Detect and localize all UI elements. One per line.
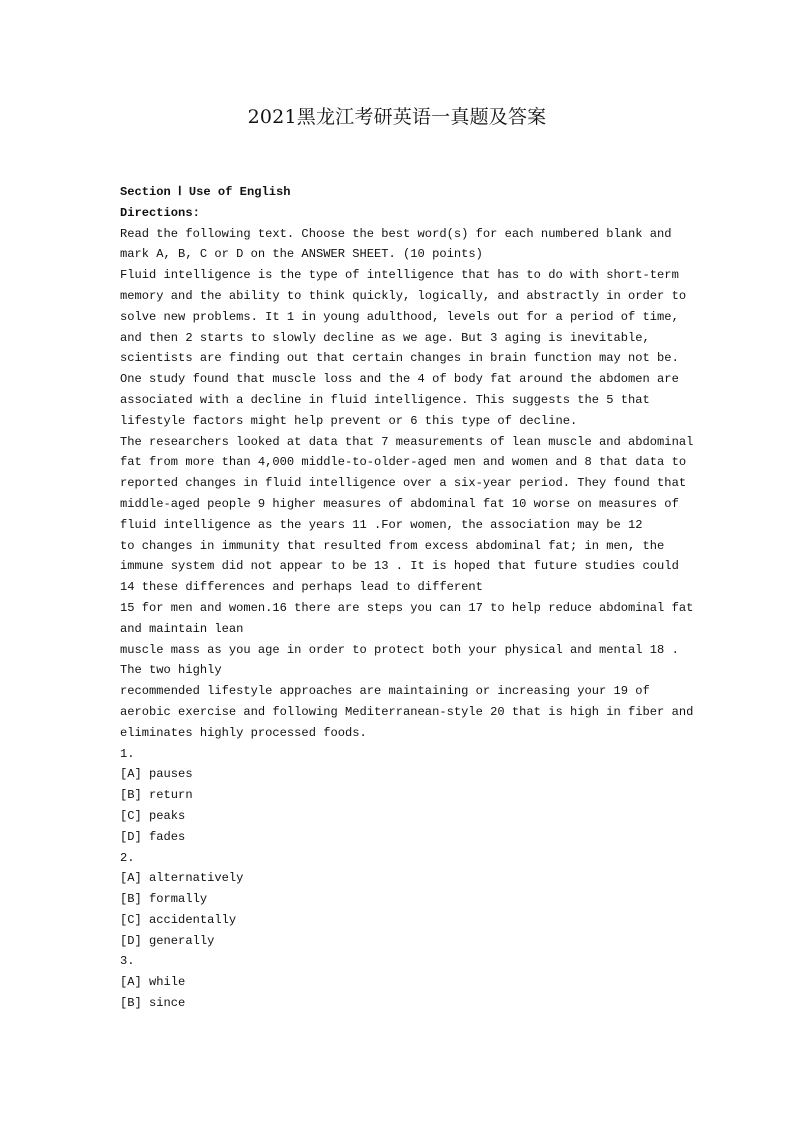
text-line: muscle mass as you age in order to protect both your physical and mental 18 . bbox=[120, 642, 679, 657]
text-line: Fluid intelligence is the type of intelligence that has to do with short-term bbox=[120, 268, 679, 283]
text-line: memory and the ability to think quickly, logically, and abstractly in order to bbox=[120, 288, 687, 303]
section-heading: Section Ⅰ Use of English bbox=[120, 185, 291, 199]
answer-option: [A] while bbox=[120, 975, 186, 990]
answer-option: [A] pauses bbox=[120, 767, 193, 782]
text-line: Read the following text. Choose the best word(s) for each numbered blank and bbox=[120, 226, 672, 241]
text-line: to changes in immunity that resulted from excess abdominal fat; in men, the bbox=[120, 538, 665, 553]
document-body bbox=[120, 182, 694, 1014]
answer-option: [C] peaks bbox=[120, 808, 186, 823]
text-line: One study found that muscle loss and the 4 of body fat around the abdomen are bbox=[120, 372, 679, 387]
text-line: scientists are finding out that certain changes in brain function may not be. bbox=[120, 351, 679, 366]
text-line: The researchers looked at data that 7 measurements of lean muscle and abdominal bbox=[120, 434, 694, 449]
answer-option: [B] since bbox=[120, 996, 186, 1011]
text-line: mark A, B, C or D on the ANSWER SHEET. (10 points) bbox=[120, 247, 483, 262]
text-line: recommended lifestyle approaches are maintaining or increasing your 19 of bbox=[120, 684, 650, 699]
text-line: reported changes in fluid intelligence over a six-year period. They found that bbox=[120, 476, 687, 491]
text-line: eliminates highly processed foods. bbox=[120, 725, 367, 740]
page-title: 2021黑龙江考研英语一真题及答案 bbox=[247, 106, 547, 128]
answer-option: [A] alternatively bbox=[120, 871, 244, 886]
text-line: 14 these differences and perhaps lead to different bbox=[120, 580, 483, 595]
text-line: 15 for men and women.16 there are steps you can 17 to help reduce abdominal fat bbox=[120, 600, 694, 615]
question-number: 3. bbox=[120, 954, 135, 969]
answer-option: [D] generally bbox=[120, 933, 215, 948]
text-line: middle-aged people 9 higher measures of abdominal fat 10 worse on measures of bbox=[120, 496, 679, 511]
text-line: associated with a decline in fluid intelligence. This suggests the 5 that bbox=[120, 392, 650, 407]
directions-label: Directions: bbox=[120, 205, 200, 220]
text-line: solve new problems. It 1 in young adulthood, levels out for a period of time, bbox=[120, 309, 679, 324]
answer-option: [C] accidentally bbox=[120, 912, 237, 927]
text-line: fluid intelligence as the years 11 .For women, the association may be 12 bbox=[120, 517, 643, 532]
text-line: lifestyle factors might help prevent or 6 this type of decline. bbox=[120, 413, 578, 428]
text-line: aerobic exercise and following Mediterranean-style 20 that is high in fiber and bbox=[120, 704, 694, 719]
answer-option: [D] fades bbox=[120, 829, 186, 844]
text-line: and then 2 starts to slowly decline as we age. But 3 aging is inevitable, bbox=[120, 330, 650, 345]
answer-option: [B] formally bbox=[120, 892, 208, 907]
answer-option: [B] return bbox=[120, 788, 193, 803]
text-line: immune system did not appear to be 13 . It is hoped that future studies could bbox=[120, 559, 679, 574]
question-number: 2. bbox=[120, 850, 135, 865]
text-line: fat from more than 4,000 middle-to-older-aged men and women and 8 that data to bbox=[120, 455, 687, 470]
text-line: and maintain lean bbox=[120, 621, 244, 636]
text-line: The two highly bbox=[120, 663, 222, 678]
question-number: 1. bbox=[120, 746, 135, 761]
